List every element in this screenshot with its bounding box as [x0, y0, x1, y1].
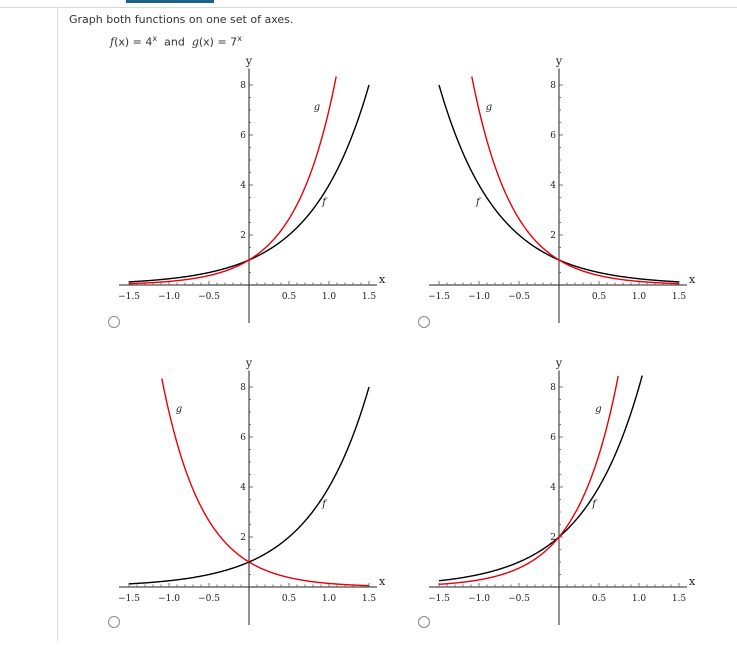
y-tick-label: 4 [550, 483, 556, 493]
graph-option-d [420, 356, 715, 672]
x-tick-label: −1.0 [468, 292, 490, 302]
top-strip [0, 0, 737, 8]
curve-g [439, 376, 618, 584]
radio-option-a[interactable] [108, 316, 120, 328]
question-prompt: Graph both functions on one set of axes. [69, 13, 294, 26]
x-tick-label: −1.0 [158, 292, 180, 302]
y-tick-label: 8 [550, 81, 556, 91]
y-axis-label: y [555, 54, 563, 68]
curve-g [129, 77, 336, 284]
y-tick-label: 2 [550, 231, 556, 241]
x-tick-label: −1.5 [118, 292, 140, 302]
x-axis-label: x [379, 273, 386, 286]
y-tick-label: 2 [240, 231, 246, 241]
x-tick-label: 0.5 [281, 292, 297, 302]
curve-label-g: g [595, 404, 602, 415]
graph-option-a [110, 54, 405, 370]
x-axis-label: x [379, 575, 386, 588]
x-tick-label: −0.5 [198, 292, 220, 302]
active-tab-indicator [126, 0, 214, 3]
content-left-border [57, 7, 58, 641]
curve-label-g: g [313, 102, 321, 113]
x-axis-label: x [689, 273, 696, 286]
y-tick-label: 8 [240, 383, 246, 393]
x-tick-label: 0.5 [591, 292, 607, 302]
x-tick-label: 0.5 [281, 594, 297, 604]
y-tick-label: 8 [550, 383, 556, 393]
connector-word: and [164, 35, 185, 49]
y-tick-label: 4 [550, 181, 556, 191]
y-tick-label: 6 [240, 131, 246, 141]
curve-label-g: g [175, 404, 183, 415]
x-tick-label: 1.5 [361, 594, 377, 604]
x-tick-label: −1.5 [118, 594, 140, 604]
y-tick-label: 4 [240, 483, 246, 493]
x-axis-label: x [689, 575, 696, 588]
x-tick-label: −1.0 [158, 594, 180, 604]
y-tick-label: 2 [240, 533, 246, 543]
function-definitions [110, 34, 242, 49]
f-exponent: x [152, 34, 158, 43]
x-tick-label: −0.5 [508, 292, 530, 302]
x-tick-label: 1.0 [321, 292, 337, 302]
plot-svg [420, 54, 720, 320]
x-tick-label: −1.5 [428, 594, 450, 604]
curve-label-f: f [322, 197, 326, 208]
g-name: g [191, 35, 199, 49]
f-name: f [110, 35, 115, 49]
f-rhs: (x) = 4 [114, 35, 153, 49]
y-tick-label: 6 [240, 433, 246, 443]
y-tick-label: 8 [240, 81, 246, 91]
x-tick-label: −0.5 [508, 594, 530, 604]
x-tick-label: 0.5 [591, 594, 607, 604]
curve-label-f: f [592, 499, 596, 510]
y-axis-label: y [245, 356, 253, 370]
y-tick-label: 4 [240, 181, 246, 191]
x-tick-label: −1.0 [468, 594, 490, 604]
plot-svg [420, 356, 720, 622]
x-tick-label: 1.0 [631, 292, 647, 302]
y-axis-label: y [245, 54, 253, 68]
y-axis-label: y [555, 356, 563, 370]
curve-g [472, 77, 679, 284]
x-tick-label: −1.5 [428, 292, 450, 302]
g-rhs: (x) = 7 [198, 35, 238, 49]
radio-option-b[interactable] [418, 316, 430, 328]
y-tick-label: 6 [550, 131, 556, 141]
y-tick-label: 6 [550, 433, 556, 443]
x-tick-label: 1.0 [631, 594, 647, 604]
g-exponent: x [237, 34, 242, 43]
curve-label-f: f [322, 499, 326, 510]
x-tick-label: 1.0 [321, 594, 337, 604]
x-tick-label: 1.5 [671, 594, 687, 604]
x-tick-label: 1.5 [361, 292, 377, 302]
x-tick-label: −0.5 [198, 594, 220, 604]
graph-option-b [420, 54, 715, 370]
radio-option-c[interactable] [108, 616, 120, 628]
graph-option-c [110, 356, 405, 672]
x-tick-label: 1.5 [671, 292, 687, 302]
curve-label-g: g [485, 102, 493, 113]
y-tick-label: 2 [550, 533, 556, 543]
radio-option-d[interactable] [418, 616, 430, 628]
plot-svg [110, 356, 410, 622]
plot-svg [110, 54, 410, 320]
curve-label-f: f [476, 197, 480, 208]
